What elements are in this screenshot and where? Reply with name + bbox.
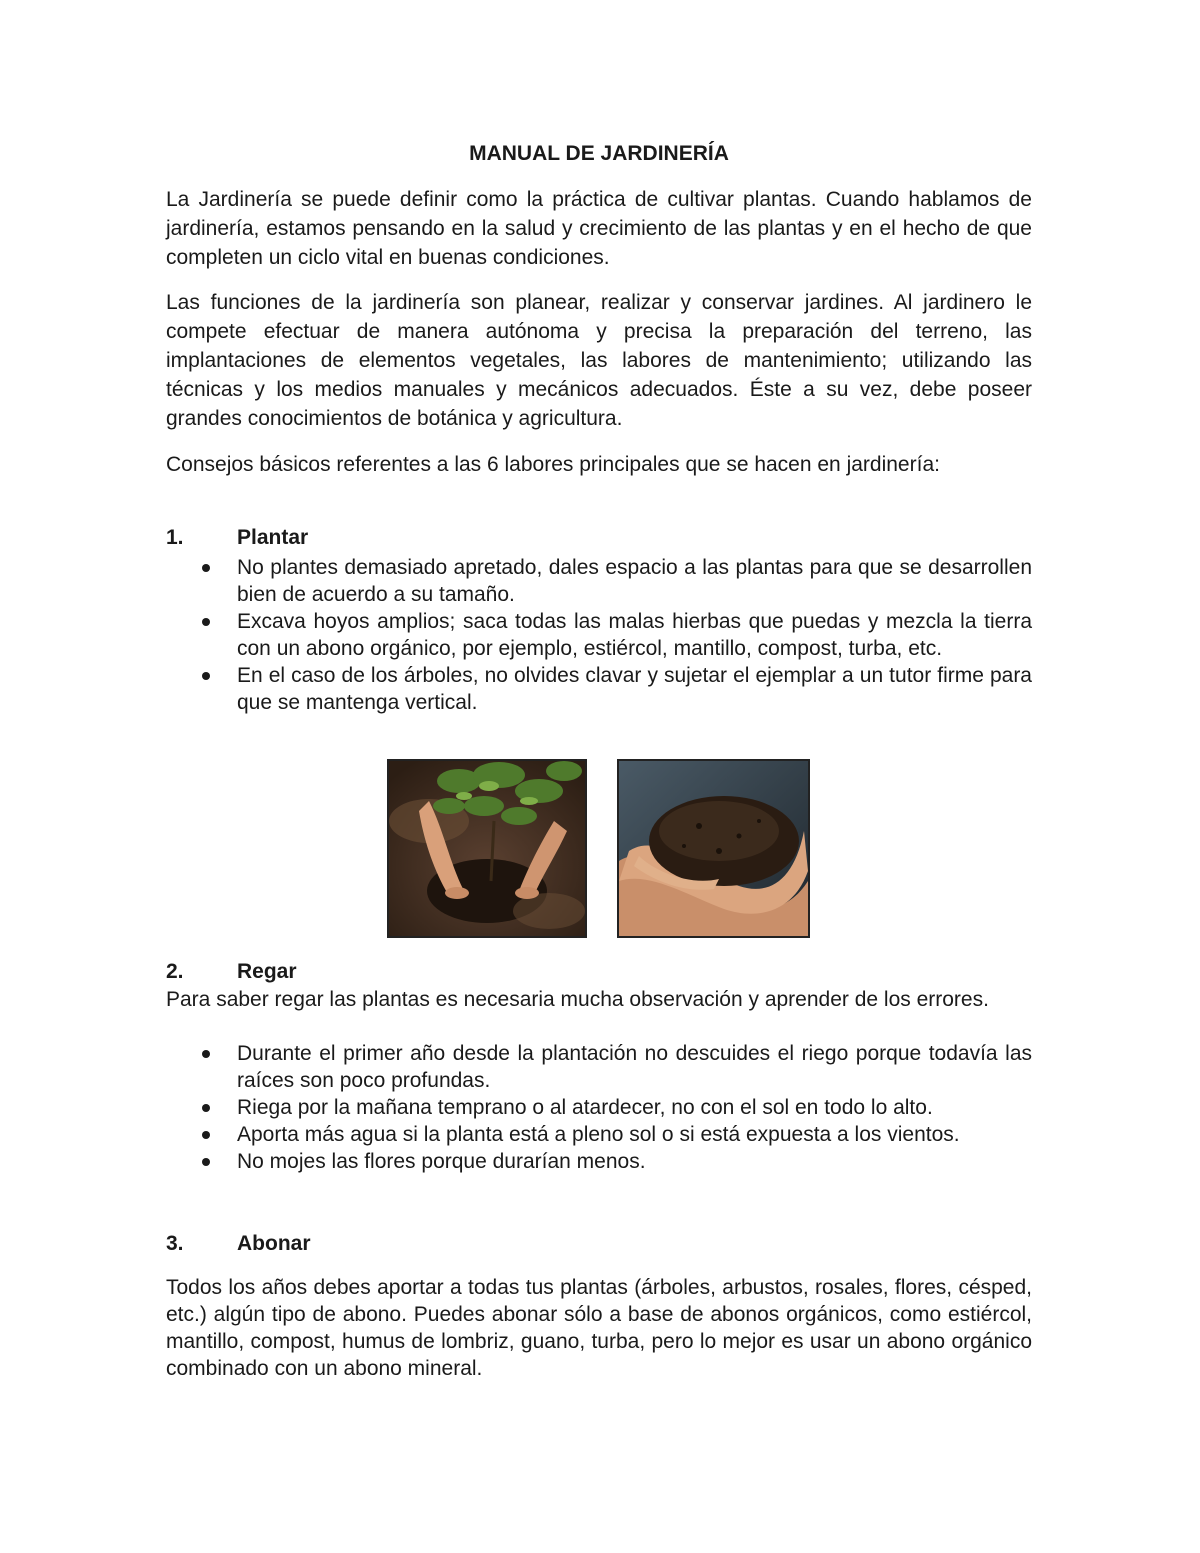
bullet-icon (202, 564, 210, 572)
list-item: No mojes las flores porque durarían menos. (166, 1148, 1032, 1175)
list-item: Excava hoyos amplios; saca todas las malas hierbas que puedas y mezcla la tierra con un abono orgánico, por ejemplo, estiércol, mantillo, compost, turba, etc. (166, 608, 1032, 662)
list-item: No plantes demasiado apretado, dales espacio a las plantas para que se desarrollen bien de acuerdo a su tamaño. (166, 554, 1032, 608)
bullet-icon (202, 1104, 210, 1112)
bullet-icon (202, 618, 210, 626)
page-title: MANUAL DE JARDINERÍA (469, 142, 729, 165)
section-heading-regar (166, 957, 1032, 986)
bullet-icon (202, 1131, 210, 1139)
intro-paragraph-3: Consejos básicos referentes a las 6 labores principales que se hacen en jardinería: (166, 453, 940, 476)
intro-paragraph-2: Las funciones de la jardinería son planear, realizar y conservar jardines. Al jardinero le compete efectuar de manera autónoma y precisa la preparación del terreno, las implantaciones de elementos vegetales, las labores de mantenimiento; utilizando las técnicas y los medios manuales y mecánicos adecuados. Éste a su vez, debe poseer grandes conocimientos de botánica y agricultura. (166, 291, 1032, 430)
section-title: Regar (237, 960, 297, 983)
regar-bullet-list (166, 1040, 1032, 1175)
plantar-bullet-list (166, 554, 1032, 716)
list-item: Durante el primer año desde la plantación no descuides el riego porque todavía las raíces son poco profundas. (166, 1040, 1032, 1094)
soil-hands-illustration (619, 761, 808, 936)
planting-illustration (389, 761, 585, 936)
bullet-icon (202, 1050, 210, 1058)
soil-hands-photo (617, 759, 810, 938)
section-heading-abonar (166, 1229, 1032, 1258)
section-number: 2. (166, 960, 184, 983)
section-title: Plantar (237, 526, 309, 549)
intro-paragraph-1: La Jardinería se puede definir como la práctica de cultivar plantas. Cuando hablamos de jardinería, estamos pensando en la salud y crecimiento de las plantas y en el hecho de que completen un ciclo vital en buenas condiciones. (166, 188, 1032, 269)
list-item: Aporta más agua si la planta está a pleno sol o si está expuesta a los vientos. (166, 1121, 1032, 1148)
abonar-paragraph: Todos los años debes aportar a todas tus plantas (árboles, arbustos, rosales, flores, césped, etc.) algún tipo de abono. Puedes abonar sólo a base de abonos orgánicos, como estiércol, mantillo, compost, humus de lombriz, guano, turba, pero lo mejor es usar un abono orgánico combinado con un abono mineral. (166, 1276, 1032, 1380)
planting-photo (387, 759, 587, 938)
list-item: Riega por la mañana temprano o al atardecer, no con el sol en todo lo alto. (166, 1094, 1032, 1121)
regar-intro: Para saber regar las plantas es necesaria mucha observación y aprender de los errores. (166, 988, 989, 1011)
list-item: En el caso de los árboles, no olvides clavar y sujetar el ejemplar a un tutor firme para que se mantenga vertical. (166, 662, 1032, 716)
section-title: Abonar (237, 1232, 311, 1255)
section-number: 3. (166, 1232, 184, 1255)
bullet-icon (202, 1158, 210, 1166)
bullet-icon (202, 672, 210, 680)
section-heading-plantar (166, 523, 1032, 552)
section-number: 1. (166, 526, 184, 549)
